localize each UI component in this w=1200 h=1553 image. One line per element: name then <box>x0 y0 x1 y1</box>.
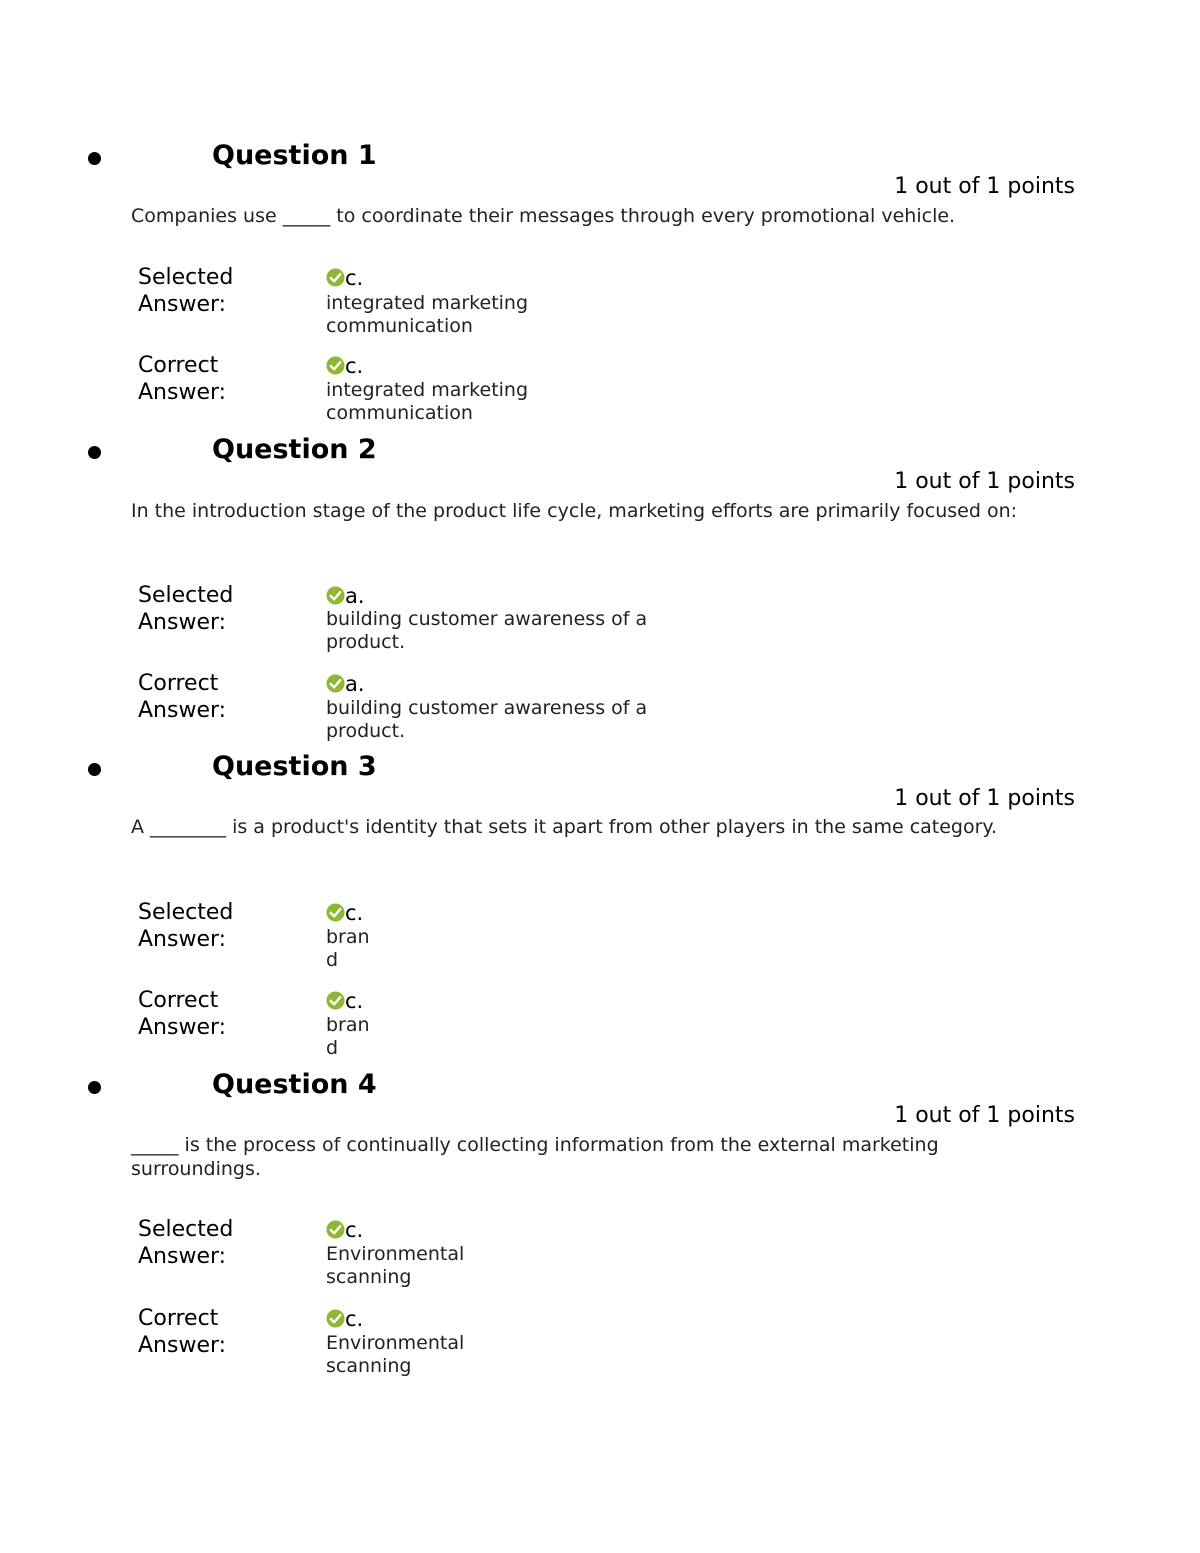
check-circle-icon <box>326 356 345 375</box>
selected-answer-text: building customer awareness of a product. <box>326 608 648 653</box>
correct-answer-text: integrated marketing communication <box>326 379 529 424</box>
bullet-icon <box>88 763 101 776</box>
correct-answer-label: Correct Answer: <box>138 1306 227 1358</box>
selected-answer-label: Selected Answer: <box>138 900 234 952</box>
question-points: 1 out of 1 points <box>894 469 1075 494</box>
correct-answer-text: bran d <box>326 1014 370 1059</box>
question-points: 1 out of 1 points <box>894 174 1075 199</box>
check-circle-icon <box>326 586 345 605</box>
check-circle-icon <box>326 268 345 287</box>
selected-answer-text: Environmental scanning <box>326 1243 465 1288</box>
bullet-icon <box>88 446 101 459</box>
check-circle-icon <box>326 1220 345 1239</box>
correct-answer-label: Correct Answer: <box>138 671 227 723</box>
correct-answer-choice: c. <box>326 1307 363 1331</box>
selected-answer-label: Selected Answer: <box>138 1217 234 1269</box>
selected-answer-choice: c. <box>326 1218 363 1242</box>
selected-answer-choice: a. <box>326 584 365 608</box>
question-title: Question 4 <box>212 1069 377 1100</box>
question-points: 1 out of 1 points <box>894 1103 1075 1128</box>
check-circle-icon <box>326 903 345 922</box>
question-text: A ________ is a product's identity that sets it apart from other players in the same category. <box>131 816 998 838</box>
correct-answer-choice: c. <box>326 354 363 378</box>
question-points: 1 out of 1 points <box>894 786 1075 811</box>
check-circle-icon <box>326 674 345 693</box>
selected-answer-label: Selected Answer: <box>138 583 234 635</box>
correct-answer-text: building customer awareness of a product. <box>326 697 648 742</box>
question-text: In the introduction stage of the product life cycle, marketing efforts are primarily focused on: <box>131 500 1018 522</box>
correct-answer-choice: c. <box>326 989 363 1013</box>
selected-answer-label: Selected Answer: <box>138 265 234 317</box>
check-circle-icon <box>326 991 345 1010</box>
question-text: Companies use _____ to coordinate their messages through every promotional vehicle. <box>131 205 956 227</box>
correct-answer-label: Correct Answer: <box>138 988 227 1040</box>
check-circle-icon <box>326 1309 345 1328</box>
bullet-icon <box>88 1081 101 1094</box>
correct-answer-text: Environmental scanning <box>326 1332 465 1377</box>
correct-answer-choice: a. <box>326 672 365 696</box>
question-text: _____ is the process of continually collecting information from the external marketing surroundings. <box>131 1134 939 1180</box>
bullet-icon <box>88 152 101 165</box>
correct-answer-label: Correct Answer: <box>138 353 227 405</box>
selected-answer-text: bran d <box>326 926 370 971</box>
question-title: Question 3 <box>212 751 377 782</box>
question-title: Question 2 <box>212 434 377 465</box>
selected-answer-choice: c. <box>326 266 363 290</box>
question-title: Question 1 <box>212 140 377 171</box>
selected-answer-text: integrated marketing communication <box>326 292 529 337</box>
selected-answer-choice: c. <box>326 901 363 925</box>
